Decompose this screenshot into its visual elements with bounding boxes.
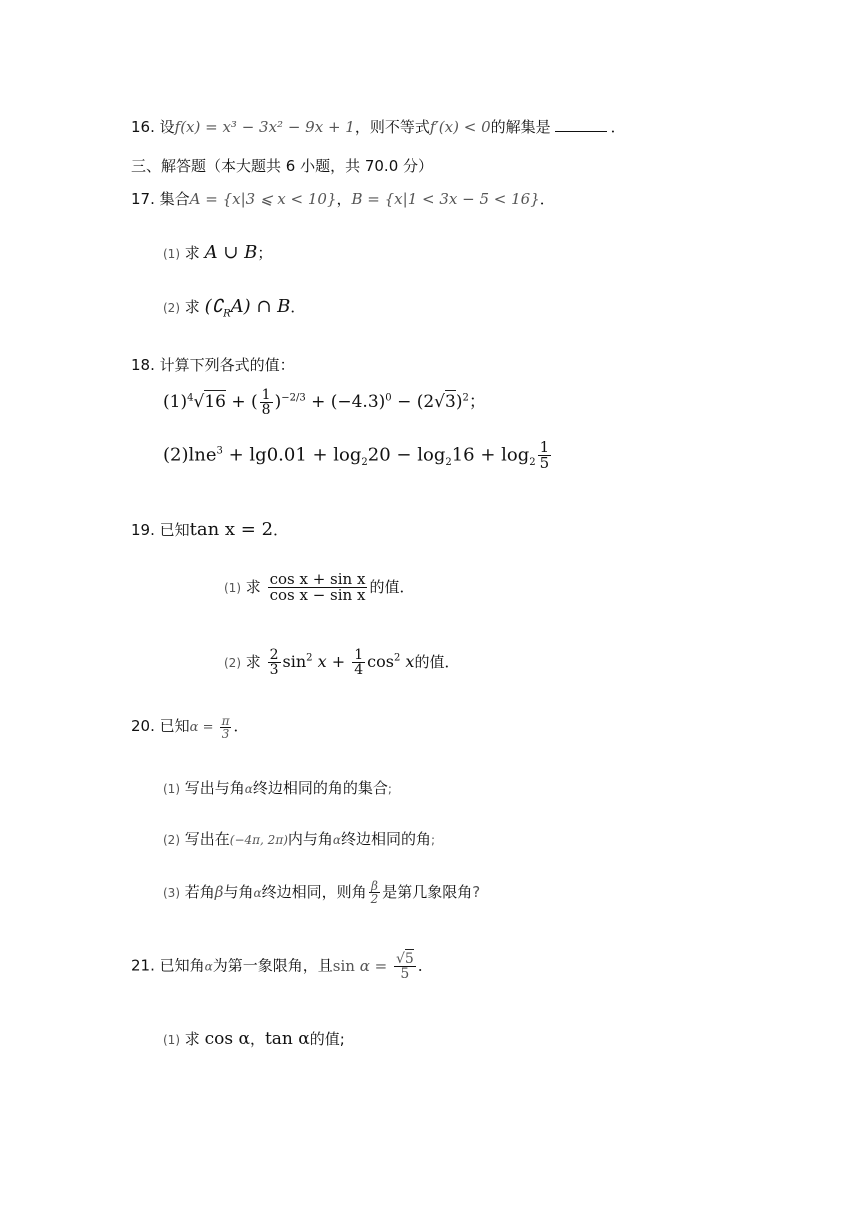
part-end: 的值; <box>309 1030 345 1048</box>
question-19-part-1 <box>224 572 414 603</box>
question-19 <box>131 521 288 539</box>
separator: ， <box>249 1030 265 1048</box>
part-text: 若角 <box>184 883 215 901</box>
part-text: 与角 <box>223 883 254 901</box>
question-20-part-3: (3) 若角β与角α终边相同，则角 $\frac{\beta}{2}$ 是第几象限角? <box>163 879 481 906</box>
question-18-part-2: $(2)\ln e^3 + \lg 0.01 + \log_220 - \log_216 + \log_2$ $\frac{1}{5}$ <box>163 438 550 472</box>
question-18 <box>131 358 295 373</box>
part-end: ． <box>290 298 306 316</box>
part-label: (2) <box>163 444 189 466</box>
question-21: 21. 已知角α为第一象限角，且sin α = $\frac{√5}{5}$ ． <box>131 951 433 982</box>
part-text: 求 <box>184 298 200 316</box>
part-text: 终边相同，则角 <box>261 883 367 901</box>
part-end: ? <box>472 883 481 901</box>
part-label: (1) <box>163 392 188 412</box>
part-label: (1) <box>163 782 180 796</box>
part-label: (2) <box>224 656 241 670</box>
question-end: ． <box>610 118 626 136</box>
part-label: (3) <box>163 886 180 900</box>
part-end: ； <box>468 392 486 412</box>
part-text: 求 <box>184 244 200 262</box>
math-interval: (−4π, 2π) <box>229 833 288 847</box>
math-function: f(x) = x³ − 3x² − 9x + 1 <box>174 118 355 136</box>
question-text: ，则不等式 <box>354 118 430 136</box>
question-text: 集合 <box>159 190 190 208</box>
question-number: 16. <box>131 118 155 136</box>
fraction-denominator: cos x − sin x <box>269 586 366 604</box>
math-set-a: A = {x|3 ⩽ x < 10} <box>189 190 337 208</box>
part-text: 求 <box>245 578 261 596</box>
math-cos: cos α <box>204 1029 250 1049</box>
part-text: 终边相同的角的集合 <box>252 779 388 797</box>
part-label: (1) <box>163 247 180 261</box>
math-tan: tan α <box>264 1029 310 1049</box>
part-label: (2) <box>163 833 180 847</box>
math-intersection: A) ∩ B <box>230 296 291 317</box>
question-number: 19. <box>131 521 155 539</box>
question-text: 计算下列各式的值： <box>159 356 295 374</box>
question-19-part-2: (2) 求 $\frac{2}{3}$ $\sin^2 x$ + $\frac{1}{4}$ $\cos^2 x$的值． <box>224 647 460 678</box>
question-17 <box>131 192 555 207</box>
question-text: 已知 <box>159 717 190 735</box>
part-text: 写出与角 <box>184 779 245 797</box>
part-text: 写出在 <box>184 830 230 848</box>
question-20: 20. 已知α = $\frac{\pi}{3}$ ． <box>131 714 249 741</box>
part-label: (1) <box>163 1033 180 1047</box>
question-number: 18. <box>131 356 155 374</box>
question-end: ． <box>233 717 249 735</box>
question-18-part-1: $(1)^4√16$ + ( $\frac{1}{8}$ )$^{-2/3} + (-4.3)^0 - (2√3)^2$； <box>163 387 486 418</box>
part-label: (2) <box>163 301 180 315</box>
question-20-part-2: (2) 写出在(−4π, 2π)内与角α终边相同的角; <box>163 830 436 848</box>
part-end: ; <box>387 782 392 796</box>
question-number: 21. <box>131 956 155 975</box>
question-text: ， <box>336 190 352 208</box>
part-end: 的值． <box>414 653 460 671</box>
question-text: 的解集是 <box>490 118 551 136</box>
question-text: 已知 <box>159 521 190 539</box>
question-20-part-1: (1) 写出与角α终边相同的角的集合; <box>163 779 392 797</box>
part-text: 内与角 <box>287 830 333 848</box>
math-set-b: B = {x|1 < 3x − 5 < 16} <box>351 190 540 208</box>
question-number: 17. <box>131 190 155 208</box>
fraction-numerator: cos x + sin x <box>269 570 366 588</box>
question-text: 设 <box>159 118 175 136</box>
question-end: ． <box>539 190 555 208</box>
part-text: 是第几象限角 <box>382 883 473 901</box>
part-end: ; <box>431 833 436 847</box>
question-16 <box>131 120 626 135</box>
math-condition: tan x = 2 <box>189 519 274 540</box>
question-17-part-1 <box>163 244 272 262</box>
math-union: A ∪ B <box>204 242 258 263</box>
question-21-part-1 <box>163 1031 345 1048</box>
question-text: 为第一象限角，且 <box>212 956 333 975</box>
question-text: 已知角 <box>159 956 205 975</box>
part-text: 求 <box>184 1030 200 1048</box>
question-number: 20. <box>131 717 155 735</box>
part-end: 的值． <box>369 578 415 596</box>
answer-blank <box>555 131 607 132</box>
part-label: (1) <box>224 581 241 595</box>
question-17-part-2: (2) 求 $(∁_RA)$ ∩ B． <box>163 296 306 320</box>
math-inequality: f′(x) < 0 <box>429 118 491 136</box>
section-title: 三、解答题（本大题共 6 小题，共 70.0 分） <box>131 157 434 175</box>
part-text: 求 <box>245 653 261 671</box>
math-complement: (∁ <box>204 296 224 317</box>
question-end: ． <box>417 956 433 975</box>
part-text: 终边相同的角 <box>341 830 432 848</box>
part-end: ； <box>257 244 273 262</box>
question-end: ． <box>273 521 289 539</box>
